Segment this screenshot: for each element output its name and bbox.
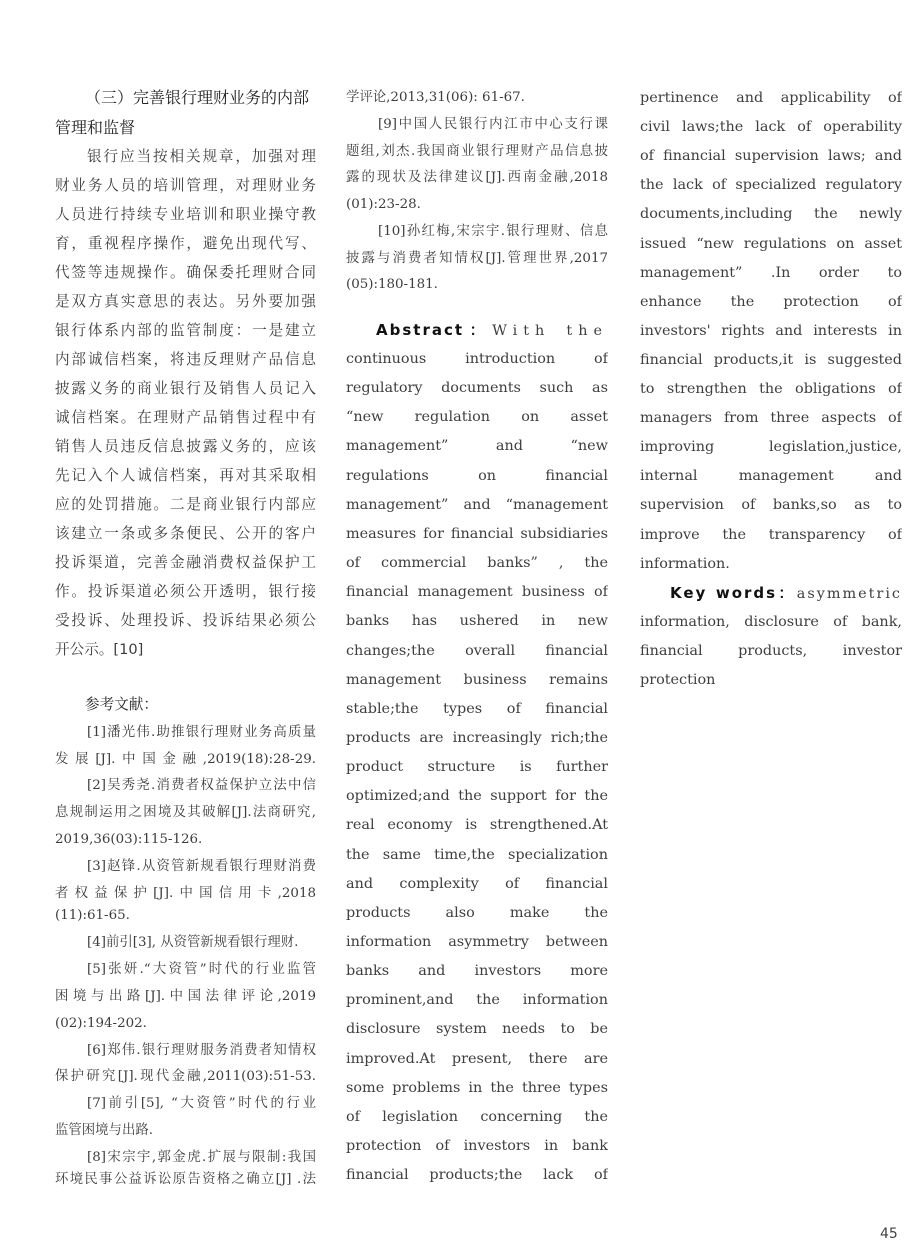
reference-line: [7]前引[5], “大资管”时代的行业 [87, 1096, 316, 1111]
references-heading: 参考文献： [85, 696, 158, 713]
abstract-line: changes;the overall financial [346, 643, 608, 659]
abstract-line: to strengthen the obligations of [640, 381, 902, 397]
abstract-line: continuous introduction of [346, 351, 608, 367]
abstract-line: regulatory documents such as [346, 380, 608, 396]
abstract-line: optimized;and the support for the [346, 788, 608, 804]
abstract-line: improving legislation,justice, [640, 439, 902, 455]
page-number: 45 [880, 1226, 898, 1242]
reference-line: (01):23-28. [346, 197, 421, 212]
abstract-line: of legislation concerning the [346, 1109, 608, 1125]
abstract-line: real economy is strengthened.At [346, 817, 608, 833]
body-line: 先记入个人诚信档案，再对其采取相 [55, 467, 316, 484]
abstract-line: internal management and [640, 468, 902, 484]
keywords-first-line [640, 581, 902, 605]
abstract-line: improved.At present, there are [346, 1051, 608, 1067]
abstract-line: measures for financial subsidiaries [346, 526, 608, 542]
reference-line: [10]孙红梅,宋宗宇.银行理财、信息 [378, 224, 608, 239]
abstract-line: the lack of specialized regulatory [640, 177, 902, 193]
body-line: 投诉渠道，完善金融消费权益保护工 [55, 554, 316, 571]
body-line: 代签等违规操作。确保委托理财合同 [55, 264, 316, 281]
reference-line: [4]前引[3], 从资管新规看银行理财. [87, 935, 299, 950]
reference-line: (11):61-65. [55, 908, 130, 923]
body-line: 人员进行持续专业培训和职业操守教 [55, 206, 316, 223]
reference-line: [5]张妍.“大资管”时代的行业监管 [87, 962, 316, 977]
body-line: 育，重视程序操作，避免出现代写、 [55, 235, 316, 252]
keywords-line: financial products, investor [640, 643, 902, 659]
body-line: 诚信档案。在理财产品销售过程中有 [55, 409, 316, 426]
body-line: 该建立一条或多条便民、公开的客户 [55, 525, 316, 542]
body-line: 受投诉、处理投诉、投诉结果必须公 [55, 612, 316, 629]
abstract-line: information. [640, 556, 730, 572]
abstract-line: “new regulation on asset [346, 409, 608, 425]
abstract-line: issued “new regulations on asset [640, 236, 902, 252]
abstract-line: enhance the protection of [640, 294, 902, 310]
body-line: 开公示。[10] [55, 641, 144, 658]
keywords-line: information, disclosure of bank, [640, 614, 902, 630]
body-line: 应的处罚措施。二是商业银行内部应 [55, 496, 316, 513]
keywords-first-text: asymmetric [796, 586, 902, 602]
abstract-line: improve the transparency of [640, 527, 902, 543]
reference-line: [8]宋宗宇,郭金虎.扩展与限制:我国 [87, 1150, 316, 1165]
reference-line: [2]吴秀尧.消费者权益保护立法中信 [87, 778, 316, 793]
body-line: 内部诚信档案，将违反理财产品信息 [55, 351, 316, 368]
reference-line: [1]潘光伟.助推银行理财业务高质量 [87, 725, 316, 740]
abstract-line: management” .In order to [640, 265, 902, 281]
abstract-line: supervision of banks,so as to [640, 497, 902, 513]
abstract-line: investors' rights and interests in [640, 323, 902, 339]
abstract-line: civil laws;the lack of operability [640, 119, 902, 135]
abstract-line: management” and “new [346, 438, 608, 454]
reference-line: 披露与消费者知情权[J].管理世界,2017 [346, 251, 608, 266]
reference-line: 息规制运用之困境及其破解[J].法商研究, [55, 805, 316, 820]
keywords-line: protection [640, 672, 716, 688]
abstract-line: stable;the types of financial [346, 701, 608, 717]
reference-line: 2019,36(03):115-126. [55, 832, 203, 847]
abstract-line: management” and “management [346, 497, 608, 513]
reference-line: (05):180-181. [346, 277, 438, 292]
abstract-line: of financial supervision laws; and [640, 148, 902, 164]
abstract-line: the same time,the specialization [346, 847, 608, 863]
reference-line: 露的现状及法律建议[J].西南金融,2018 [346, 170, 608, 185]
reference-line: (02):194-202. [55, 1016, 147, 1031]
section-heading-line-1: （三）完善银行理财业务的内部 [85, 88, 310, 107]
abstract-line: financial products;the lack of [346, 1167, 608, 1183]
abstract-line: disclosure system needs to be [346, 1021, 608, 1037]
reference-line: 学评论,2013,31(06): 61-67. [346, 90, 525, 105]
abstract-line: management business remains [346, 672, 608, 688]
abstract-first-text: With the [492, 323, 608, 339]
abstract-line: pertinence and applicability of [640, 90, 902, 106]
body-line: 财业务人员的培训管理，对理财业务 [55, 177, 316, 194]
abstract-first-line [346, 318, 608, 342]
abstract-line: products are increasingly rich;the [346, 730, 608, 746]
abstract-line: managers from three aspects of [640, 410, 902, 426]
reference-line: [9]中国人民银行内江市中心支行课 [378, 117, 608, 132]
abstract-line: products also make the [346, 905, 608, 921]
abstract-line: and complexity of financial [346, 876, 608, 892]
abstract-line: of commercial banks” , the [346, 555, 608, 571]
body-line: 是双方真实意思的表达。另外要加强 [55, 293, 316, 310]
abstract-line: regulations on financial [346, 468, 608, 484]
body-line: 银行应当按相关规章，加强对理 [87, 148, 316, 165]
body-line: 银行体系内部的监管制度：一是建立 [55, 322, 316, 339]
body-line: 作。投诉渠道必须公开透明，银行接 [55, 583, 316, 600]
reference-line: 保护研究[J].现代金融,2011(03):51-53. [55, 1069, 316, 1084]
reference-line: 题组,刘杰.我国商业银行理财产品信息披 [346, 144, 608, 159]
section-heading-line-2: 管理和监督 [55, 118, 136, 137]
abstract-line: financial management business of [346, 584, 608, 600]
abstract-line: some problems in the three types [346, 1080, 608, 1096]
abstract-line: prominent,and the information [346, 992, 608, 1008]
abstract-line: documents,including the newly [640, 206, 902, 222]
reference-line: 发展[J].中国金融,2019(18):28-29. [55, 752, 316, 767]
abstract-line: product structure is further [346, 759, 608, 775]
abstract-line: protection of investors in bank [346, 1138, 608, 1154]
reference-line: 困境与出路[J].中国法律评论,2019 [55, 989, 316, 1004]
body-line: 披露义务的商业银行及销售人员记入 [55, 380, 316, 397]
reference-line: [3]赵锋.从资管新规看银行理财消费 [87, 859, 316, 874]
reference-line: 监管困境与出路. [55, 1123, 153, 1138]
body-line: 销售人员违反信息披露义务的，应该 [55, 438, 316, 455]
abstract-line: information asymmetry between [346, 934, 608, 950]
reference-line: [6]郑伟.银行理财服务消费者知情权 [87, 1043, 316, 1058]
abstract-label: Abstract： [376, 321, 493, 339]
abstract-line: banks has ushered in new [346, 613, 608, 629]
abstract-line: banks and investors more [346, 963, 608, 979]
reference-line: 者权益保护[J].中国信用卡,2018 [55, 886, 316, 901]
abstract-line: financial products,it is suggested [640, 352, 902, 368]
keywords-label: Key words： [670, 584, 797, 602]
reference-line: 环境民事公益诉讼原告资格之确立[J] .法 [55, 1172, 316, 1187]
